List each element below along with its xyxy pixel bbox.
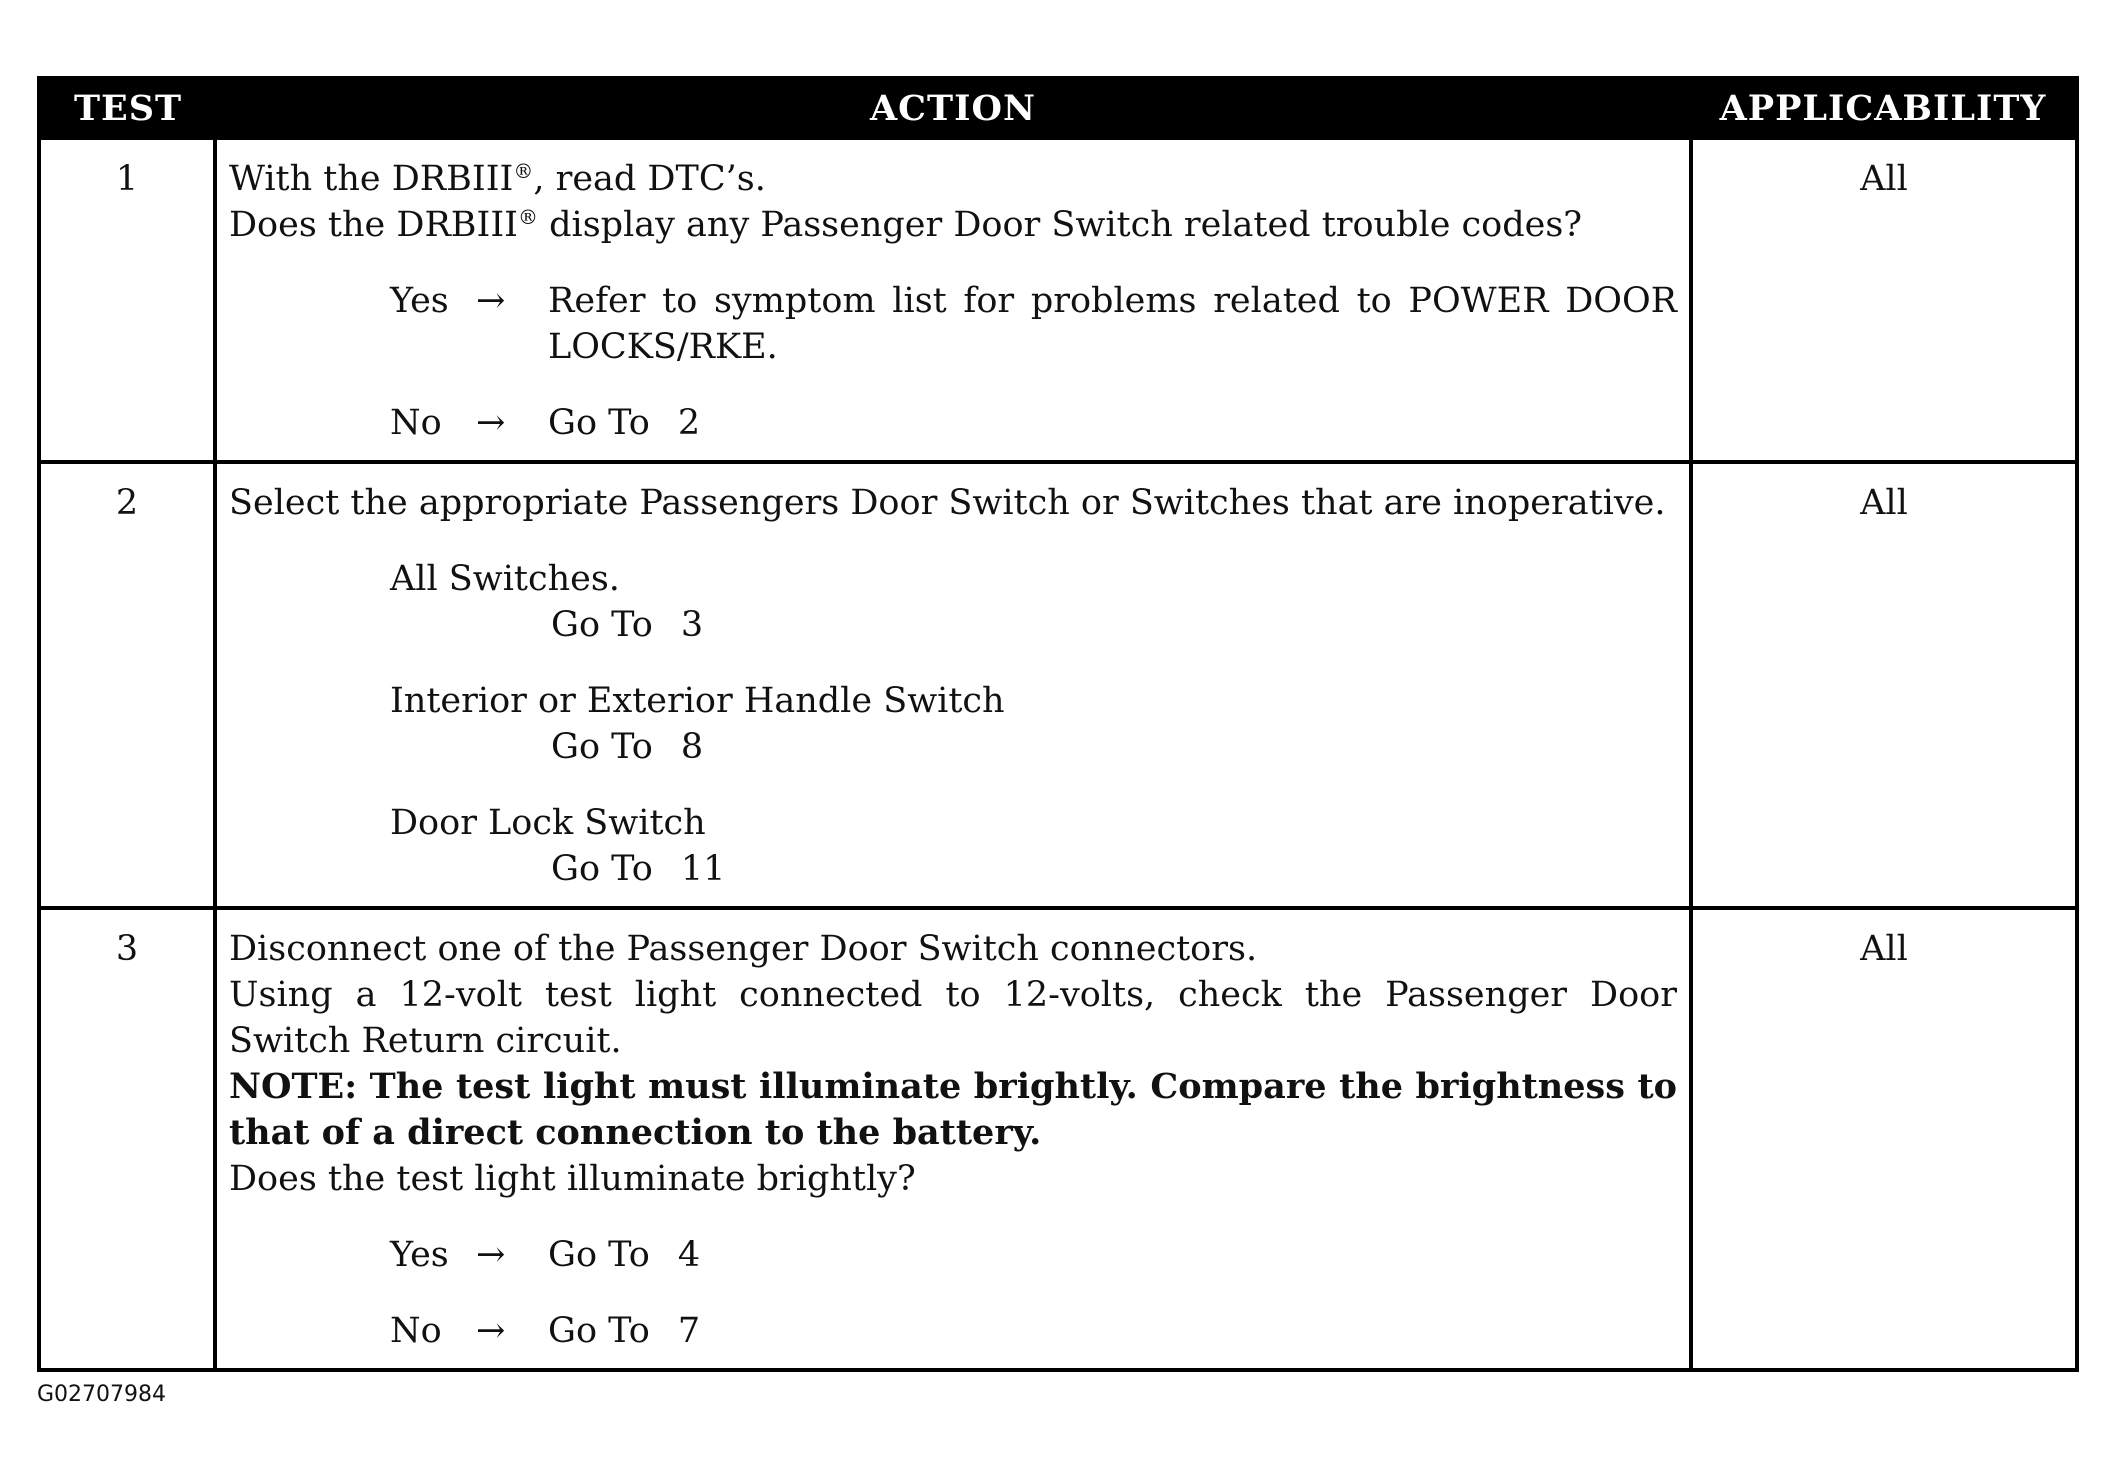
table-row	[39, 138, 2077, 462]
note-text: NOTE: The test light must illuminate brightly. Compare the brightness to that of a direct connection to the battery.	[229, 1066, 1677, 1153]
option-label: All Switches.	[390, 559, 620, 599]
figure-id: G02707984	[37, 1382, 167, 1407]
branch-label: Yes	[390, 281, 449, 321]
action-line: Using a 12-volt test light connected to 12-volts, check the Passenger Door Switch Return circuit.	[229, 975, 1677, 1061]
applicability: All	[1691, 138, 2077, 462]
test-number: 2	[39, 462, 215, 908]
arrow-icon: →	[476, 403, 506, 443]
branch-no	[390, 1308, 1677, 1354]
branch-label: Yes	[390, 1235, 449, 1275]
option-goto: Go To 8	[551, 727, 704, 767]
action-line: With the DRBIII®, read DTC’s.	[229, 159, 766, 199]
option-goto: Go To 11	[551, 849, 726, 889]
option-label: Interior or Exterior Handle Switch	[390, 681, 1005, 721]
goto-number: 7	[677, 1311, 701, 1351]
table-row	[39, 462, 2077, 908]
option-goto: Go To 3	[551, 605, 704, 645]
branch-no	[390, 400, 1677, 446]
option-label: Door Lock Switch	[390, 803, 706, 843]
registered-mark: ®	[518, 205, 538, 229]
header-test: TEST	[39, 78, 215, 138]
applicability: All	[1691, 462, 2077, 908]
branch-result: Refer to symptom list for problems related to POWER DOOR LOCKS/RKE.	[548, 281, 1677, 367]
table-row	[39, 908, 2077, 1370]
arrow-icon: →	[476, 281, 506, 321]
header-applicability: APPLICABILITY	[1691, 78, 2077, 138]
action-cell	[215, 462, 1691, 908]
goto-number: 2	[677, 403, 701, 443]
arrow-icon: →	[476, 1235, 506, 1275]
action-line: Does the DRBIII® display any Passenger Door Switch related trouble codes?	[229, 205, 1583, 245]
applicability: All	[1691, 908, 2077, 1370]
goto-number: 3	[680, 605, 704, 645]
action-cell	[215, 908, 1691, 1370]
arrow-icon: →	[476, 1311, 506, 1351]
branch-yes	[390, 1232, 1677, 1278]
option-item	[390, 800, 1677, 892]
header-row	[39, 78, 2077, 138]
test-number: 1	[39, 138, 215, 462]
action-line: Select the appropriate Passengers Door Switch or Switches that are inoperative.	[229, 483, 1666, 523]
question-text: Does the test light illuminate brightly?	[229, 1159, 916, 1199]
goto-number: 4	[677, 1235, 701, 1275]
header-action: ACTION	[215, 78, 1691, 138]
branch-result: Go To 7	[548, 1311, 701, 1351]
action-line: Disconnect one of the Passenger Door Switch connectors.	[229, 929, 1258, 969]
branch-label: No	[390, 1311, 442, 1351]
branch-result: Go To 2	[548, 403, 701, 443]
test-number: 3	[39, 908, 215, 1370]
option-item	[390, 556, 1677, 648]
option-item	[390, 678, 1677, 770]
branch-label: No	[390, 403, 442, 443]
goto-number: 11	[680, 849, 726, 889]
branch-yes	[390, 278, 1677, 370]
diagnostic-test-table	[37, 76, 2079, 1372]
action-cell	[215, 138, 1691, 462]
goto-number: 8	[680, 727, 704, 767]
registered-mark: ®	[513, 159, 534, 183]
branch-result: Go To 4	[548, 1235, 701, 1275]
